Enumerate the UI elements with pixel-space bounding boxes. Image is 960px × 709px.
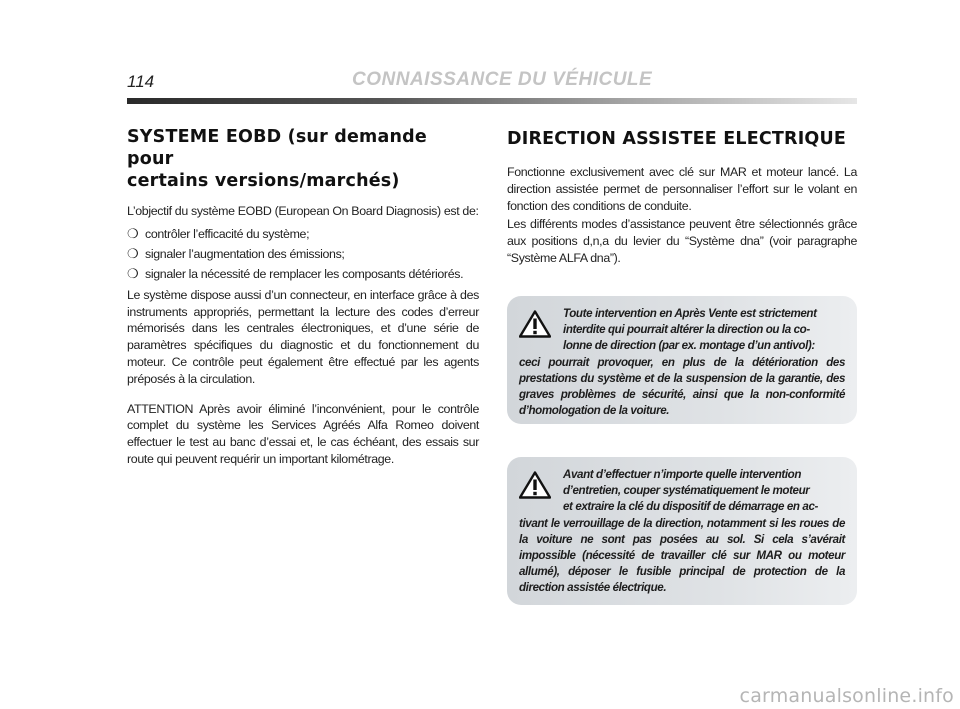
circle-bullet-icon: ❍ <box>127 265 139 281</box>
steering-paragraph-1: Fonctionne exclusivement avec clé sur MAR et moteur lancé. La direction assistée permet de personnaliser l’effort sur le volant en fonction des conditions de conduite. <box>507 165 857 213</box>
eobd-heading-line2: certains versions/marchés) <box>127 171 400 191</box>
left-column <box>127 126 479 470</box>
warning-triangle-icon <box>519 310 551 338</box>
watermark: carmanualsonline.info <box>739 685 954 707</box>
running-title: CONNAISSANCE DU VÉHICULE <box>352 69 653 90</box>
header-rule <box>127 98 857 104</box>
warning-box-maintenance <box>507 457 857 605</box>
steering-heading: DIRECTION ASSISTEE ELECTRIQUE <box>507 129 847 149</box>
list-item <box>127 264 479 284</box>
warning-line: d’entretien, couper systématiquement le moteur <box>563 484 810 498</box>
eobd-bullet-list <box>127 224 479 284</box>
eobd-intro: L’objectif du système EOBD (European On Board Diagnosis) est de: <box>127 204 479 218</box>
steering-paragraph-2: Les différents modes d’assistance peuvent être sélectionnés grâce aux positions d,n,a du levier du “Système dna” (voir paragraphe “Système ALFA dna”). <box>507 217 857 265</box>
eobd-heading-line1: SYSTEME EOBD (sur demande pour <box>127 127 427 169</box>
list-item-text: signaler l’augmentation des émissions; <box>145 246 345 261</box>
list-item-text: contrôler l’efficacité du système; <box>145 226 310 241</box>
list-item-text: signaler la nécessité de remplacer les composants détériorés. <box>145 266 464 281</box>
warning-rest: tivant le verrouillage de la direction, notamment si les roues de la voiture ne sont pas posées au sol. Si cela s’avérait impossible (nécessité de travailler clé sur MAR ou moteur allumé), déposer le fusible principal de protection de la direction assistée électrique. <box>519 516 845 595</box>
eobd-paragraph: Le système dispose aussi d’un connecteur, en interface grâce à des instruments appropriés, permettant la lecture des codes d’erreur mémorisés dans les centrales électroniques, et d’une série de paramètres spécifiques du diagnostic et du fonctionnement du moteur. Ce contrôle peut également être effectué par les agents préposés à la circulation. <box>127 287 479 386</box>
circle-bullet-icon: ❍ <box>127 245 139 261</box>
warning-rest: ceci pourrait provoquer, en plus de la détérioration des prestations du système et de la suspension de la garantie, des graves problèmes de sécurité, ainsi que la non-conformité d’homologation de la voiture. <box>519 355 845 418</box>
warning-line: Avant d’effectuer n’importe quelle intervention <box>563 468 802 481</box>
list-item <box>127 224 479 244</box>
eobd-heading <box>127 126 479 192</box>
warning-line: et extraire la clé du dispositif de démarrage en ac- <box>563 500 818 514</box>
warning-line: lonne de direction (par ex. montage d’un antivol): <box>563 339 815 353</box>
warning-text-maintenance <box>519 467 845 597</box>
page-number: 114 <box>127 72 155 91</box>
right-column <box>507 126 857 269</box>
warning-box-aftersales <box>507 296 857 424</box>
circle-bullet-icon: ❍ <box>127 225 139 241</box>
warning-triangle-icon <box>519 471 551 499</box>
warning-text-aftersales <box>519 306 845 419</box>
eobd-attention-paragraph: ATTENTION Après avoir éliminé l’inconvénient, pour le contrôle complet du système les Services Agréés Alfa Romeo doivent effectuer le test au banc d’essai et, le cas échéant, des essais sur route qui peuvent requérir un important kilométrage. <box>127 401 479 466</box>
warning-line: interdite qui pourrait altérer la direction ou la co- <box>563 323 810 337</box>
list-item <box>127 244 479 264</box>
warning-line: Toute intervention en Après Vente est strictement <box>563 307 817 320</box>
